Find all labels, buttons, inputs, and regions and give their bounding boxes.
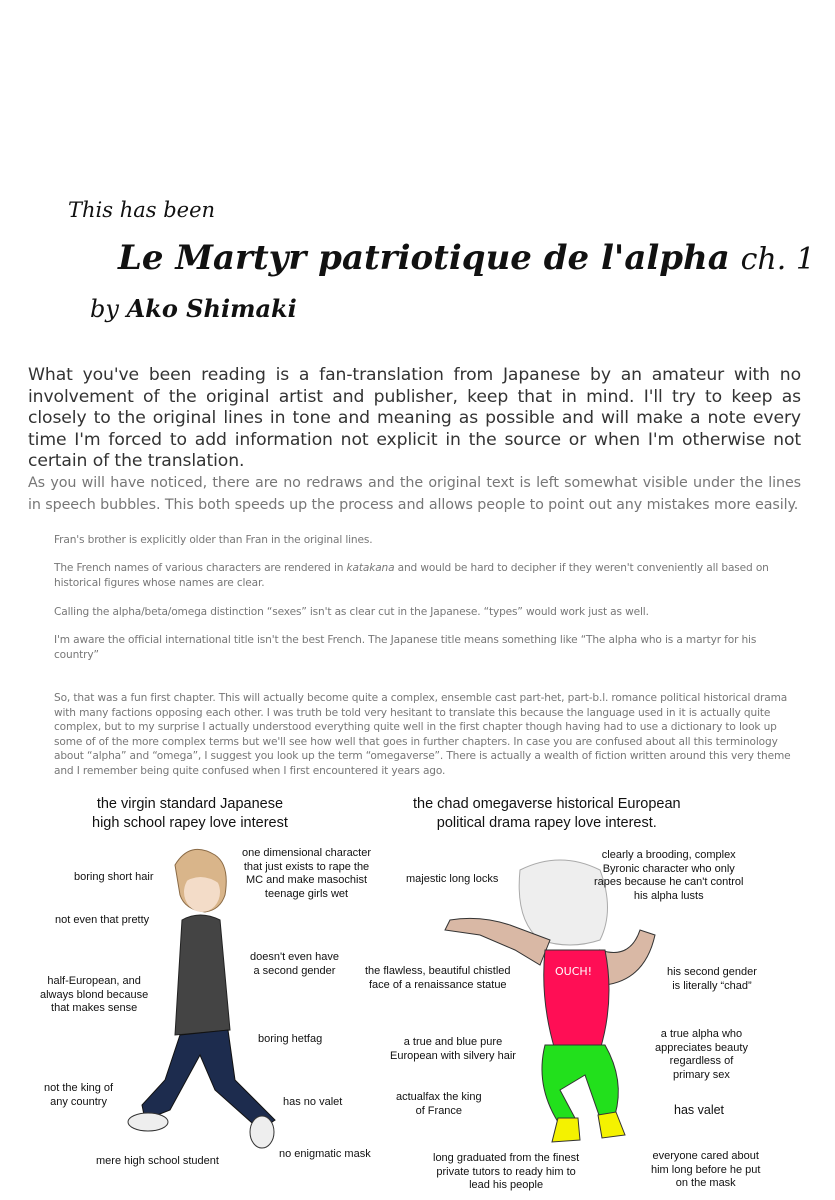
outro-paragraph: So, that was a fun first chapter. This will actually become quite a complex, ensemble cast part-het, part-b.l. romance political historical drama with many factions opposing each other. I was truth be told very hesitant to translate this because the language used in it is actually quite complex, but to my surprise I actually understood everything quite well in the first chapter though having had to use a dictionary to look up some of of the more complex terms but we'll see how well that goes in further chapters. In case you are confused about all this terminology about “alpha” and “omega”, I suggest you look up the term “omegaverse”. There is actually a wealth of fiction written around this very theme and I remember being quite confused when I first encountered it years ago.: [54, 692, 791, 777]
label-line: any country: [50, 1095, 107, 1108]
label-has-valet: has valet: [674, 1103, 725, 1117]
by-label: by: [90, 295, 119, 323]
label-line: his second gender: [667, 966, 757, 978]
label-line: lead his people: [469, 1179, 544, 1191]
heading-line: the virgin standard Japanese: [96, 796, 284, 812]
manga-title: Le Martyr patriotique de l'alpha: [118, 238, 730, 278]
credits-title: [118, 238, 815, 278]
label-line: a true and blue pure: [403, 1036, 503, 1048]
label-hair: boring short hair: [74, 871, 154, 883]
author-name: Ako Shimaki: [126, 294, 297, 323]
label-student: mere high school student: [96, 1155, 219, 1167]
label-line: face of a renaissance statue: [368, 978, 507, 991]
label-locks: majestic long locks: [406, 873, 499, 885]
label-european: [40, 975, 148, 1016]
label-face: [365, 965, 511, 992]
chapter-number: ch. 1: [740, 242, 815, 277]
label-king: [44, 1082, 113, 1109]
label-line: actualfax the king: [396, 1091, 482, 1103]
label-mask: no enigmatic mask: [279, 1148, 371, 1160]
label-line: a second gender: [253, 964, 336, 977]
label-valet: has no valet: [283, 1096, 343, 1108]
label-byronic: [594, 849, 743, 903]
label-line: rapes because he can't control: [594, 876, 744, 888]
redraw-note-paragraph: As you will have noticed, there are no redraws and the original text is left somewhat visible under the lines in speech bubbles. This both speeds up the process and allows people to point out any mistakes more easily.: [28, 475, 801, 513]
label-line: doesn't even have: [250, 951, 339, 963]
label-line: that just exists to rape the: [243, 860, 370, 873]
label-line: private tutors to ready him to: [436, 1165, 576, 1178]
label-line: regardless of: [669, 1055, 734, 1067]
label-line: everyone cared about: [652, 1150, 759, 1162]
label-line: teenage girls wet: [264, 887, 349, 900]
disclaimer-paragraph: What you've been reading is a fan-translation from Japanese by an amateur with no involvement of the original artist and publisher, keep that in mind. I'll try to keep as closely to the original lines in tone and meaning as possible and will make a note every time I'm forced to add information not explicit in the source or when I'm otherwise not certain of the translation.: [28, 365, 801, 471]
label-line: European with silvery hair: [390, 1049, 516, 1062]
translation-note: Calling the alpha/beta/omega distinction “sexes” isn't as clear cut in the Japanese. “types” would work just as well.: [54, 606, 649, 618]
translation-note: I'm aware the official international title isn't the best French. The Japanese title means something like “The alpha who is a martyr for his country”: [54, 634, 757, 661]
label-line: primary sex: [673, 1068, 730, 1081]
label-line: MC and make masochist: [245, 874, 368, 886]
translation-note: Fran's brother is explicitly older than Fran in the original lines.: [54, 534, 373, 546]
label-line: his alpha lusts: [633, 889, 704, 902]
note-text: The French names of various characters are rendered in: [54, 562, 347, 574]
label-line: is literally “chad”: [672, 979, 752, 992]
label-line: clearly a brooding, complex: [601, 849, 736, 861]
label-pure: [390, 1036, 516, 1063]
note-text: and would be hard to decipher if they weren't conveniently all based on historical figures whose names are clear.: [54, 562, 769, 589]
label-line: appreciates beauty: [655, 1041, 748, 1054]
label-tutors: [433, 1152, 579, 1193]
label-line: him long before he put: [651, 1163, 761, 1176]
label-line: not the king of: [44, 1082, 114, 1094]
label-line: always blond because: [40, 988, 149, 1001]
label-line: that makes sense: [51, 1002, 138, 1014]
label-pretty: not even that pretty: [55, 914, 150, 926]
label-cared: [651, 1150, 760, 1191]
credits-author: [90, 294, 297, 323]
heading-line: high school rapey love interest: [92, 815, 288, 831]
label-line: on the mask: [675, 1177, 736, 1189]
label-chad-gender: [667, 966, 757, 993]
label-line: Byronic character who only: [602, 862, 735, 875]
label-alpha: [655, 1028, 748, 1082]
label-chad-king: [396, 1091, 482, 1118]
label-line: long graduated from the finest: [433, 1152, 580, 1164]
note-emphasis: katakana: [346, 562, 395, 574]
credits-intro: This has been: [68, 198, 216, 222]
label-hetfag: boring hetfag: [258, 1033, 323, 1045]
virgin-heading: [92, 795, 288, 833]
heading-line: the chad omegaverse historical European: [413, 796, 681, 812]
shirt-text: OUCH!: [555, 965, 593, 978]
heading-line: political drama rapey love interest.: [436, 815, 657, 831]
label-line: half-European, and: [47, 975, 141, 987]
chad-heading: [413, 795, 681, 833]
label-line: the flawless, beautiful chistled: [365, 965, 511, 977]
label-line: of France: [415, 1104, 463, 1117]
label-line: a true alpha who: [660, 1028, 743, 1040]
label-gender: [250, 951, 339, 978]
label-line: one dimensional character: [242, 847, 372, 859]
translation-note: [54, 561, 794, 591]
label-onedim: [242, 847, 371, 901]
